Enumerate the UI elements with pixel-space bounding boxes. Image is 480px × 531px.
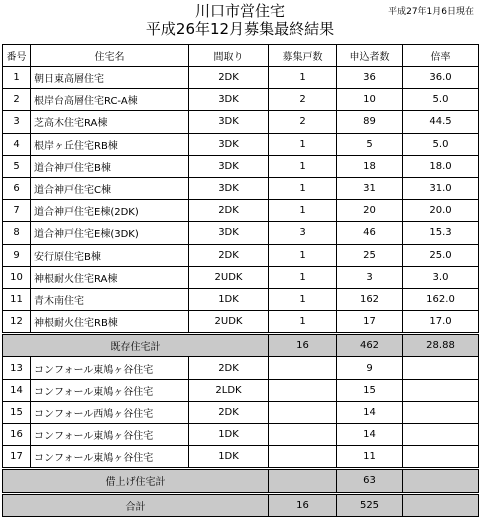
- units-offered: 2: [269, 111, 337, 133]
- competition-ratio: 44.5: [403, 111, 479, 133]
- units-offered: 1: [269, 67, 337, 89]
- results-table: [2, 44, 479, 517]
- table-row: [3, 244, 479, 266]
- row-number: 4: [3, 133, 31, 155]
- existing-subtotal-row: [3, 334, 479, 357]
- competition-ratio: 17.0: [403, 311, 479, 334]
- applicant-count: 36: [337, 67, 403, 89]
- applicant-count: 25: [337, 244, 403, 266]
- housing-name: 根岸台高層住宅RC-A棟: [31, 89, 189, 111]
- existing-subtotal-row-label: 既存住宅計: [3, 334, 269, 357]
- leased-subtotal-row-ratio: [403, 469, 479, 493]
- room-layout: 2LDK: [189, 379, 269, 401]
- room-layout: 3DK: [189, 133, 269, 155]
- units-offered: 2: [269, 89, 337, 111]
- table-row: [3, 266, 479, 288]
- applicant-count: 3: [337, 266, 403, 288]
- row-number: 9: [3, 244, 31, 266]
- competition-ratio: 3.0: [403, 266, 479, 288]
- competition-ratio: 5.0: [403, 89, 479, 111]
- room-layout: 1DK: [189, 424, 269, 446]
- header-ratio: 倍率: [403, 45, 479, 67]
- units-offered: 1: [269, 177, 337, 199]
- header-layout: 間取り: [189, 45, 269, 67]
- room-layout: 2UDK: [189, 311, 269, 334]
- units-offered: [269, 424, 337, 446]
- housing-name: 神根耐火住宅RA棟: [31, 266, 189, 288]
- table-row: [3, 67, 479, 89]
- row-number: 15: [3, 401, 31, 423]
- room-layout: 3DK: [189, 89, 269, 111]
- units-offered: [269, 379, 337, 401]
- existing-subtotal-row-ratio: 28.88: [403, 334, 479, 357]
- applicant-count: 46: [337, 222, 403, 244]
- room-layout: 2UDK: [189, 266, 269, 288]
- table-header-row: [3, 45, 479, 67]
- housing-name: コンフォール東鳩ヶ谷住宅: [31, 379, 189, 401]
- competition-ratio: 31.0: [403, 177, 479, 199]
- header-applicants: 申込者数: [337, 45, 403, 67]
- row-number: 1: [3, 67, 31, 89]
- units-offered: 3: [269, 222, 337, 244]
- housing-name: コンフォール東鳩ヶ谷住宅: [31, 424, 189, 446]
- table-row: [3, 177, 479, 199]
- table-row: [3, 424, 479, 446]
- row-number: 11: [3, 288, 31, 310]
- housing-name: 道合神戸住宅C棟: [31, 177, 189, 199]
- applicant-count: 11: [337, 446, 403, 469]
- page-subtitle: 平成26年12月募集最終結果: [145, 20, 335, 38]
- as-of-date: 平成27年1月6日現在: [388, 7, 474, 17]
- leased-subtotal-row-applicants: 63: [337, 469, 403, 493]
- leased-subtotal-row-label: 借上げ住宅計: [3, 469, 269, 493]
- competition-ratio: 162.0: [403, 288, 479, 310]
- room-layout: 3DK: [189, 155, 269, 177]
- table-row: [3, 446, 479, 469]
- applicant-count: 162: [337, 288, 403, 310]
- applicant-count: 31: [337, 177, 403, 199]
- room-layout: 3DK: [189, 222, 269, 244]
- applicant-count: 5: [337, 133, 403, 155]
- table-row: [3, 155, 479, 177]
- units-offered: 1: [269, 266, 337, 288]
- units-offered: [269, 357, 337, 379]
- grand-total-row-units: 16: [269, 493, 337, 516]
- competition-ratio: 18.0: [403, 155, 479, 177]
- housing-name: 青木南住宅: [31, 288, 189, 310]
- leased-subtotal-row-units: [269, 469, 337, 493]
- grand-total-row-applicants: 525: [337, 493, 403, 516]
- competition-ratio: 25.0: [403, 244, 479, 266]
- row-number: 17: [3, 446, 31, 469]
- housing-name: コンフォール東鳩ヶ谷住宅: [31, 446, 189, 469]
- housing-name: コンフォール西鳩ヶ谷住宅: [31, 401, 189, 423]
- row-number: 10: [3, 266, 31, 288]
- room-layout: 3DK: [189, 111, 269, 133]
- room-layout: 2DK: [189, 200, 269, 222]
- applicant-count: 14: [337, 424, 403, 446]
- housing-name: 芝高木住宅RA棟: [31, 111, 189, 133]
- applicant-count: 89: [337, 111, 403, 133]
- row-number: 2: [3, 89, 31, 111]
- existing-subtotal-row-units: 16: [269, 334, 337, 357]
- applicant-count: 10: [337, 89, 403, 111]
- units-offered: 1: [269, 288, 337, 310]
- room-layout: 3DK: [189, 177, 269, 199]
- competition-ratio: [403, 446, 479, 469]
- row-number: 12: [3, 311, 31, 334]
- applicant-count: 15: [337, 379, 403, 401]
- row-number: 16: [3, 424, 31, 446]
- grand-total-row-ratio: [403, 493, 479, 516]
- row-number: 8: [3, 222, 31, 244]
- housing-name: 道合神戸住宅B棟: [31, 155, 189, 177]
- row-number: 6: [3, 177, 31, 199]
- room-layout: 2DK: [189, 357, 269, 379]
- row-number: 7: [3, 200, 31, 222]
- table-row: [3, 111, 479, 133]
- units-offered: 1: [269, 244, 337, 266]
- table-row: [3, 288, 479, 310]
- units-offered: [269, 446, 337, 469]
- header-housing-name: 住宅名: [31, 45, 189, 67]
- table-row: [3, 200, 479, 222]
- applicant-count: 14: [337, 401, 403, 423]
- header-units: 募集戸数: [269, 45, 337, 67]
- existing-subtotal-row-applicants: 462: [337, 334, 403, 357]
- applicant-count: 20: [337, 200, 403, 222]
- grand-total-row: [3, 493, 479, 516]
- table-row: [3, 357, 479, 379]
- competition-ratio: [403, 379, 479, 401]
- housing-name: 道合神戸住宅E棟(2DK): [31, 200, 189, 222]
- table-row: [3, 311, 479, 334]
- competition-ratio: [403, 424, 479, 446]
- units-offered: 1: [269, 311, 337, 334]
- room-layout: 1DK: [189, 288, 269, 310]
- room-layout: 2DK: [189, 67, 269, 89]
- header-number: 番号: [3, 45, 31, 67]
- table-row: [3, 401, 479, 423]
- units-offered: 1: [269, 155, 337, 177]
- row-number: 5: [3, 155, 31, 177]
- room-layout: 2DK: [189, 401, 269, 423]
- competition-ratio: [403, 401, 479, 423]
- units-offered: 1: [269, 200, 337, 222]
- housing-name: 道合神戸住宅E棟(3DK): [31, 222, 189, 244]
- table-row: [3, 222, 479, 244]
- table-row: [3, 89, 479, 111]
- room-layout: 1DK: [189, 446, 269, 469]
- competition-ratio: 5.0: [403, 133, 479, 155]
- competition-ratio: [403, 357, 479, 379]
- housing-name: 安行原住宅B棟: [31, 244, 189, 266]
- housing-name: 朝日東高層住宅: [31, 67, 189, 89]
- housing-name: 神根耐火住宅RB棟: [31, 311, 189, 334]
- housing-name: コンフォール東鳩ヶ谷住宅: [31, 357, 189, 379]
- table-row: [3, 133, 479, 155]
- units-offered: [269, 401, 337, 423]
- row-number: 14: [3, 379, 31, 401]
- housing-name: 根岸ヶ丘住宅RB棟: [31, 133, 189, 155]
- table-row: [3, 379, 479, 401]
- row-number: 3: [3, 111, 31, 133]
- applicant-count: 17: [337, 311, 403, 334]
- grand-total-row-label: 合計: [3, 493, 269, 516]
- row-number: 13: [3, 357, 31, 379]
- units-offered: 1: [269, 133, 337, 155]
- page-title: 川口市営住宅: [194, 2, 285, 20]
- competition-ratio: 20.0: [403, 200, 479, 222]
- room-layout: 2DK: [189, 244, 269, 266]
- applicant-count: 9: [337, 357, 403, 379]
- applicant-count: 18: [337, 155, 403, 177]
- leased-subtotal-row: [3, 469, 479, 493]
- competition-ratio: 36.0: [403, 67, 479, 89]
- competition-ratio: 15.3: [403, 222, 479, 244]
